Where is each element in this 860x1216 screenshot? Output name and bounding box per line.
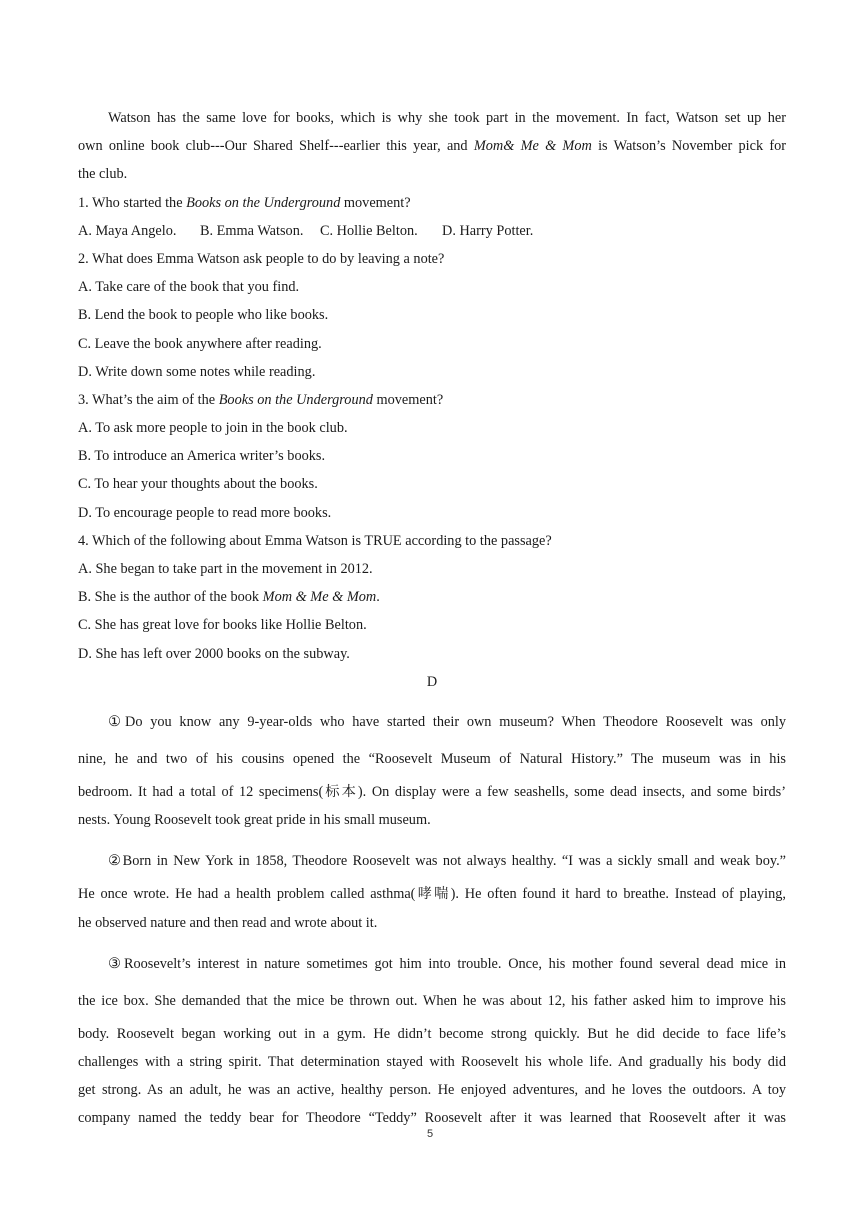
option-b: B. Emma Watson. xyxy=(200,222,304,239)
option-c: C. To hear your thoughts about the books. xyxy=(78,476,318,493)
option-b xyxy=(78,583,786,611)
question-stem xyxy=(78,189,786,217)
passage-line: the ice box. She demanded that the mice be thrown out. When he was about 12, his father asked him to improve his xyxy=(78,992,786,1009)
passage-line: body. Roosevelt began working out in a gym. He didn’t become strong quickly. But he did decide to face life’s xyxy=(78,1025,786,1042)
option-a: A. Take care of the book that you find. xyxy=(78,279,300,296)
question-stem xyxy=(78,386,786,414)
intro-text: is Watson’s November pick for xyxy=(591,138,786,155)
passage-line: ①Do you know any 9-year-olds who have started their own museum? When Theodore Roosevelt was only xyxy=(108,713,786,730)
movement-title: Books on the Underground xyxy=(218,391,373,408)
passage-line: he observed nature and then read and wrote about it. xyxy=(78,914,378,931)
passage-line: get strong. As an adult, he was an active, healthy person. He enjoyed adventures, and he loves the outdoors. A toy xyxy=(78,1082,786,1099)
option-d: D. To encourage people to read more books. xyxy=(78,504,332,521)
book-title: Mom & Me & Mom xyxy=(262,589,377,606)
option-b: B. Lend the book to people who like books. xyxy=(78,307,329,324)
option-d: D. Write down some notes while reading. xyxy=(78,363,316,380)
option-a: A. Maya Angelo. xyxy=(78,222,177,239)
option-d: D. She has left over 2000 books on the subway. xyxy=(78,645,350,662)
question-text: movement? xyxy=(340,194,411,211)
passage-line: He once wrote. He had a health problem called asthma(哮喘). He often found it hard to breathe. Instead of playing, xyxy=(78,886,786,903)
passage-line: bedroom. It had a total of 12 specimens(标本). On display were a few seashells, some dead insects, and some birds’ xyxy=(78,783,786,800)
passage-line: company named the teddy bear for Theodore “Teddy” Roosevelt after it was learned that Roosevelt after it was xyxy=(78,1110,786,1127)
option-d: D. Harry Potter. xyxy=(442,222,534,239)
option-c: C. Leave the book anywhere after reading. xyxy=(78,335,322,352)
question-text: movement? xyxy=(372,391,444,408)
movement-title: Books on the Underground xyxy=(186,194,341,211)
book-title: Mom& Me & Mom xyxy=(473,138,592,155)
section-label: D xyxy=(426,673,438,690)
passage-line: nine, he and two of his cousins opened the “Roosevelt Museum of Natural History.” The museum was in his xyxy=(78,750,786,767)
passage-line: challenges with a string spirit. That determination stayed with Roosevelt his whole life. And gradually his body did xyxy=(78,1053,786,1070)
question-text: 3. What’s the aim of the xyxy=(78,391,219,408)
intro-text: own online book club---Our Shared Shelf---earlier this year, and xyxy=(78,138,474,155)
passage-line: nests. Young Roosevelt took great pride in his small museum. xyxy=(78,812,431,829)
passage-line: ②Born in New York in 1858, Theodore Roosevelt was not always healthy. “I was a sickly small and weak boy.” xyxy=(108,853,786,870)
question-options-inline xyxy=(78,217,786,245)
option-c: C. She has great love for books like Hollie Belton. xyxy=(78,617,367,634)
option-a: A. She began to take part in the movement in 2012. xyxy=(78,561,373,577)
page-number: 5 xyxy=(426,1128,434,1140)
intro-line: the club. xyxy=(78,166,128,183)
page-content xyxy=(78,104,786,1132)
option-b: B. To introduce an America writer’s books. xyxy=(78,448,326,465)
passage-line: ③Roosevelt’s interest in nature sometimes got him into trouble. Once, his mother found several dead mice in xyxy=(108,955,786,972)
option-c: C. Hollie Belton. xyxy=(320,222,418,239)
option-text: . xyxy=(376,589,380,606)
option-a: A. To ask more people to join in the book club. xyxy=(78,420,348,437)
question-stem: 4. Which of the following about Emma Watson is TRUE according to the passage? xyxy=(78,532,552,549)
option-text: B. She is the author of the book xyxy=(78,589,263,606)
intro-line xyxy=(78,132,786,160)
question-text: 1. Who started the xyxy=(78,194,187,211)
intro-line: Watson has the same love for books, which is why she took part in the movement. In fact, Watson set up her xyxy=(108,110,786,126)
question-stem: 2. What does Emma Watson ask people to do by leaving a note? xyxy=(78,250,445,267)
